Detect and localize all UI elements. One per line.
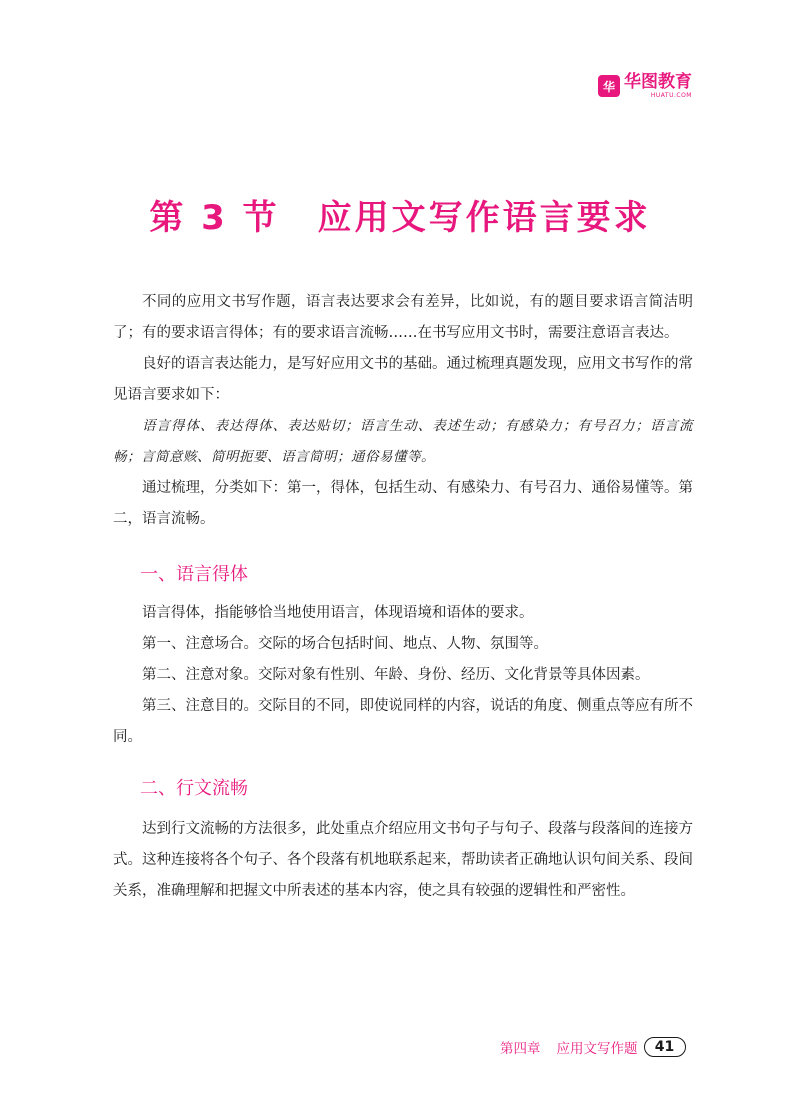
footer-chapter: 第四章 — [500, 1041, 541, 1057]
part1-paragraph: 第一、注意场合。交际的场合包括时间、地点、人物、氛围等。 — [142, 636, 548, 652]
part1-paragraph: 第二、注意对象。交际对象有性别、年龄、身份、经历、文化背景等具体因素。 — [142, 667, 650, 683]
part2-block — [113, 814, 693, 907]
footer-chapter-title: 应用文写作题 — [556, 1041, 638, 1057]
requirements-quote: 语言得体、表达得体、表达贴切；语言生动、表述生动；有感染力；有号召力；语言流畅；言简意赅、简明扼要、语言简明；通俗易懂等。 — [113, 418, 693, 465]
part2-paragraph: 达到行文流畅的方法很多，此处重点介绍应用文书句子与句子、段落与段落间的连接方式。这种连接将各个句子、各个段落有机地联系起来，帮助读者正确地认识句间关系、段间关系，准确理解和把握文中所表述的基本内容，使之具有较强的逻辑性和严密性。 — [113, 821, 693, 899]
publisher-logo — [598, 68, 708, 104]
logo-url: HUATU.COM — [650, 91, 692, 99]
part1-paragraph: 语言得体，指能够恰当地使用语言，体现语境和语体的要求。 — [142, 605, 534, 621]
logo-name: 华图教育 — [624, 71, 692, 92]
heading-part2: 二、行文流畅 — [140, 778, 248, 799]
intro-paragraph: 不同的应用文书写作题，语言表达要求会有差异，比如说，有的题目要求语言简洁明了；有的要求语言得体；有的要求语言流畅……在书写应用文书时，需要注意语言表达。 — [113, 294, 693, 341]
heading-part1: 一、语言得体 — [140, 564, 248, 585]
logo-mark-icon: 华 — [598, 75, 620, 97]
section-title-text: 应用文写作语言要求 — [317, 198, 651, 238]
intro-block — [113, 287, 693, 535]
part1-block — [113, 598, 693, 753]
intro-summary: 通过梳理，分类如下：第一，得体，包括生动、有感染力、有号召力、通俗易懂等。第二，语言流畅。 — [113, 480, 693, 527]
part1-paragraph: 第三、注意目的。交际目的不同，即使说同样的内容，说话的角度、侧重点等应有所不同。 — [113, 698, 693, 745]
section-title — [0, 190, 800, 239]
logo-text — [624, 71, 692, 99]
intro-paragraph: 良好的语言表达能力，是写好应用文书的基础。通过梳理真题发现，应用文书写作的常见语言要求如下： — [113, 356, 693, 403]
page-footer — [500, 1036, 686, 1058]
section-number: 第 3 节 — [149, 198, 280, 238]
page-number: 41 — [644, 1037, 686, 1057]
